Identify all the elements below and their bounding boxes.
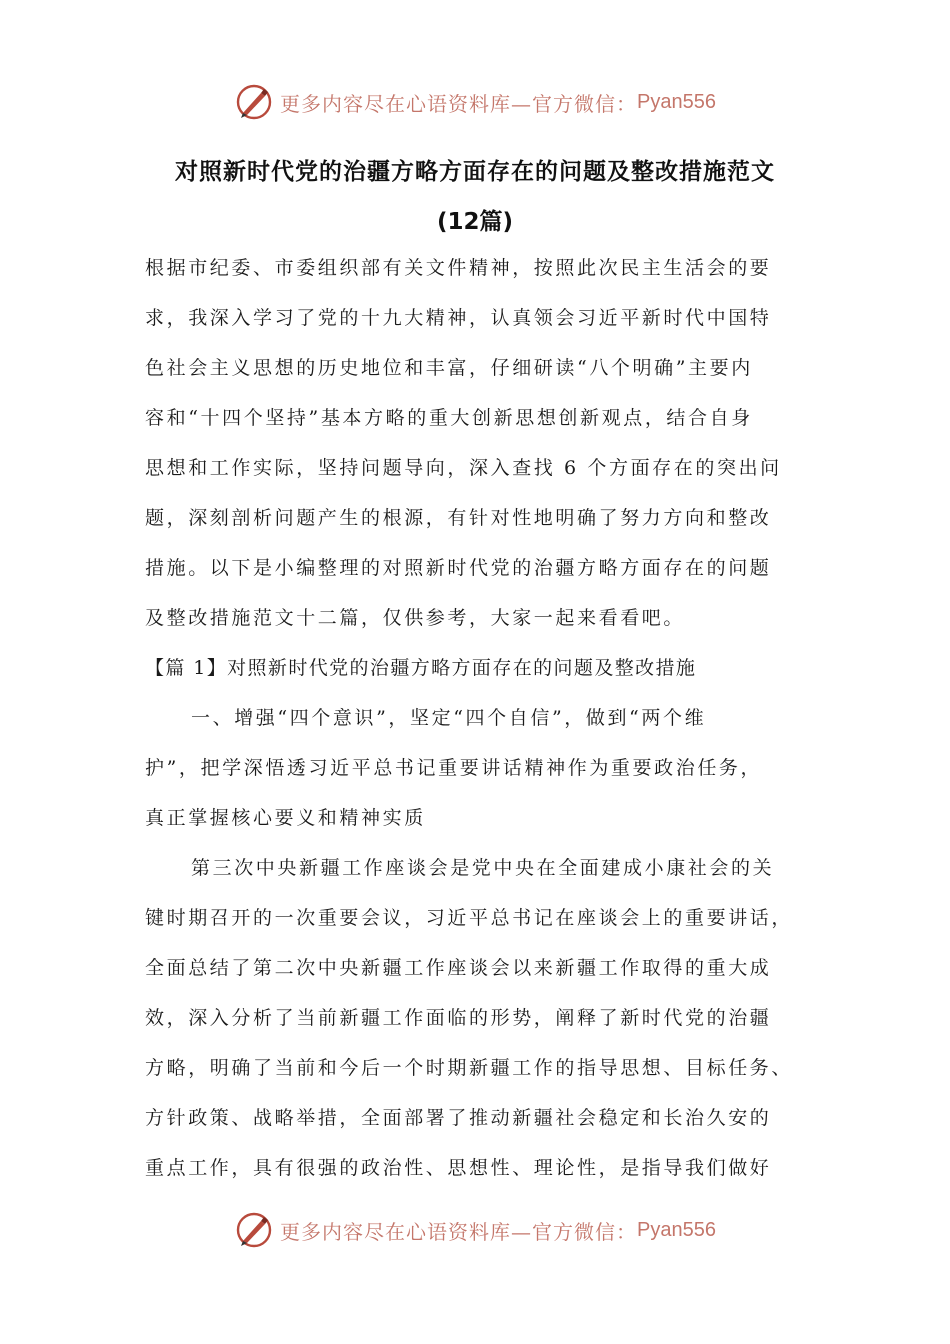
paragraph-line: 全面总结了第二次中央新疆工作座谈会以来新疆工作取得的重大成: [145, 957, 772, 979]
section-title-line: 一、增强“四个意识”，坚定“四个自信”，做到“两个维: [191, 707, 707, 729]
intro-line: 题，深刻剖析问题产生的根源，有针对性地明确了努力方向和整改: [145, 507, 772, 529]
intro-line: 思想和工作实际，坚持问题导向，深入查找 6 个方面存在的突出问: [145, 457, 782, 479]
section-title-line: 护”，把学深悟透习近平总书记重要讲话精神作为重要政治任务，: [145, 757, 763, 779]
document-subtitle: (12篇): [436, 209, 514, 235]
section-title: [145, 693, 825, 843]
pen-logo-icon: [234, 1210, 274, 1250]
paragraph-line: 第三次中央新疆工作座谈会是党中央在全面建成小康社会的关: [191, 857, 775, 879]
banner-text: 更多内容尽在心语资料库—官方微信：: [280, 1219, 638, 1244]
paragraph-line: 效，深入分析了当前新疆工作面临的形势，阐释了新时代党的治疆: [145, 1007, 772, 1029]
intro-line: 求，我深入学习了党的十九大精神，认真领会习近平新时代中国特: [145, 307, 772, 329]
header-banner: [0, 80, 950, 124]
pen-logo-icon: [234, 82, 274, 122]
banner-wechat-handle: Pyan556: [637, 90, 716, 113]
article-1-heading: 【篇 1】对照新时代党的治疆方略方面存在的问题及整改措施: [145, 657, 697, 679]
footer-banner: [0, 1208, 950, 1252]
banner-text: 更多内容尽在心语资料库—官方微信：: [280, 91, 638, 116]
intro-line: 色社会主义思想的历史地位和丰富，仔细研读“八个明确”主要内: [145, 357, 753, 379]
article-heading: [145, 643, 825, 693]
body-paragraph: [145, 843, 825, 1193]
paragraph-line: 方略，明确了当前和今后一个时期新疆工作的指导思想、目标任务、: [145, 1057, 794, 1079]
paragraph-line: 重点工作，具有很强的政治性、思想性、理论性，是指导我们做好: [145, 1157, 772, 1179]
paragraph-line: 键时期召开的一次重要会议，习近平总书记在座谈会上的重要讲话，: [145, 907, 794, 929]
banner-wechat-handle: Pyan556: [637, 1218, 716, 1241]
document-title: 对照新时代党的治疆方略方面存在的问题及整改措施范文: [175, 159, 775, 185]
section-title-line: 真正掌握核心要义和精神实质: [145, 807, 426, 829]
intro-line: 根据市纪委、市委组织部有关文件精神，按照此次民主生活会的要: [145, 257, 772, 279]
intro-line: 及整改措施范文十二篇，仅供参考，大家一起来看看吧。: [145, 607, 686, 629]
intro-line: 措施。以下是小编整理的对照新时代党的治疆方略方面存在的问题: [145, 557, 772, 579]
paragraph-line: 方针政策、战略举措，全面部署了推动新疆社会稳定和长治久安的: [145, 1107, 772, 1129]
intro-paragraph: [145, 243, 825, 643]
intro-line: 容和“十四个坚持”基本方略的重大创新思想创新观点，结合自身: [145, 407, 753, 429]
